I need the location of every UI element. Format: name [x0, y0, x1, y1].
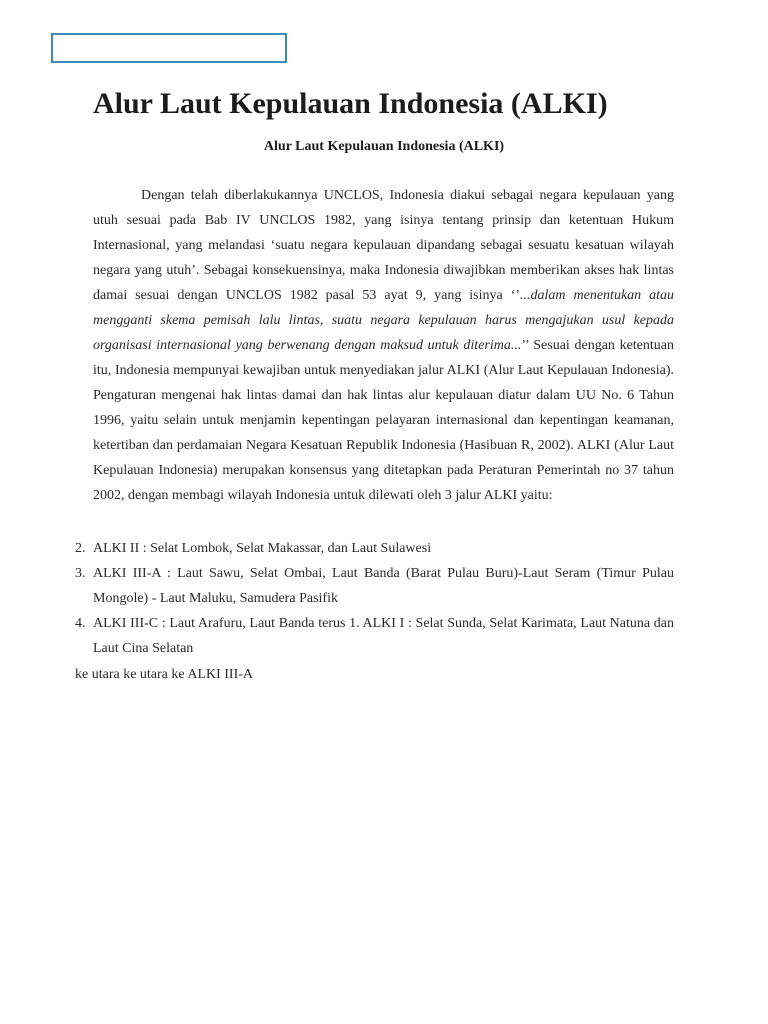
- paragraph-text-part2: ’’ Sesuai dengan ketentuan itu, Indonesia mempunyai kewajiban untuk menyediakan jalur ALKI (Alur Laut Kepulauan Indonesia). Pengaturan mengenai hak lintas damai dan hak lintas alur kepulauan diatur dalam UU No. 6 Tahun 1996, yaitu selain untuk menjamin kepentingan pelayaran internasional dan kepentingan keamanan, ketertiban dan perdamaian Negara Kesatuan Republik Indonesia (Hasibuan R, 2002). ALKI (Alur Laut Kepulauan Indonesia) merupakan konsensus yang ditetapkan pada Peraturan Pemerintah no 37 tahun 2002, dengan membagi wilayah Indonesia untuk dilewati oleh 3 jalur ALKI yaitu:: [93, 338, 674, 503]
- document-subtitle: Alur Laut Kepulauan Indonesia (ALKI): [263, 139, 505, 154]
- paragraph-text-part1: Dengan telah diberlakukannya UNCLOS, Indonesia diakui sebagai negara kepulauan yang utuh sesuai pada Bab IV UNCLOS 1982, yang isinya tentang prinsip dan ketentuan Hukum Internasional, yang melandasi ‘suatu negara kepulauan dipandang sebagai sesuatu kesatuan wilayah negara yang utuh’. Sebagai konsekuensinya, maka Indonesia diwajibkan memberikan akses hak lintas damai sesuai dengan UNCLOS 1982 pasal 53 ayat 9, yang isinya ‘’: [93, 188, 674, 303]
- list-item-text: ALKI III-C : Laut Arafuru, Laut Banda terus 1. ALKI I : Selat Sunda, Selat Karimata, Laut Natuna dan Laut Cina Selatan: [93, 616, 674, 656]
- list-item: [75, 611, 674, 661]
- list-item: [75, 561, 674, 611]
- list-item-number: 4.: [75, 616, 86, 631]
- list-item-text: ALKI II : Selat Lombok, Selat Makassar, dan Laut Sulawesi: [93, 541, 432, 556]
- alki-list: [75, 536, 674, 661]
- list-item-number: 3.: [75, 566, 86, 581]
- list-item-number: 2.: [75, 541, 86, 556]
- list-item-text: ALKI III-A : Laut Sawu, Selat Ombai, Laut Banda (Barat Pulau Buru)-Laut Seram (Timur Pulau Mongole) - Laut Maluku, Samudera Pasifik: [93, 566, 674, 606]
- document-title: Alur Laut Kepulauan Indonesia (ALKI): [93, 87, 608, 120]
- header-placeholder-box: [51, 33, 287, 63]
- list-item: [75, 536, 674, 561]
- paragraph-quote: ...dalam menentukan atau mengganti skema pemisah lalu lintas, suatu negara kepulauan harus mengajukan usul kepada organisasi internasional yang berwenang dengan maksud untuk diterima...: [93, 288, 675, 353]
- trailing-text: ke utara ke utara ke ALKI III-A: [75, 667, 254, 682]
- body-paragraph: [93, 183, 674, 508]
